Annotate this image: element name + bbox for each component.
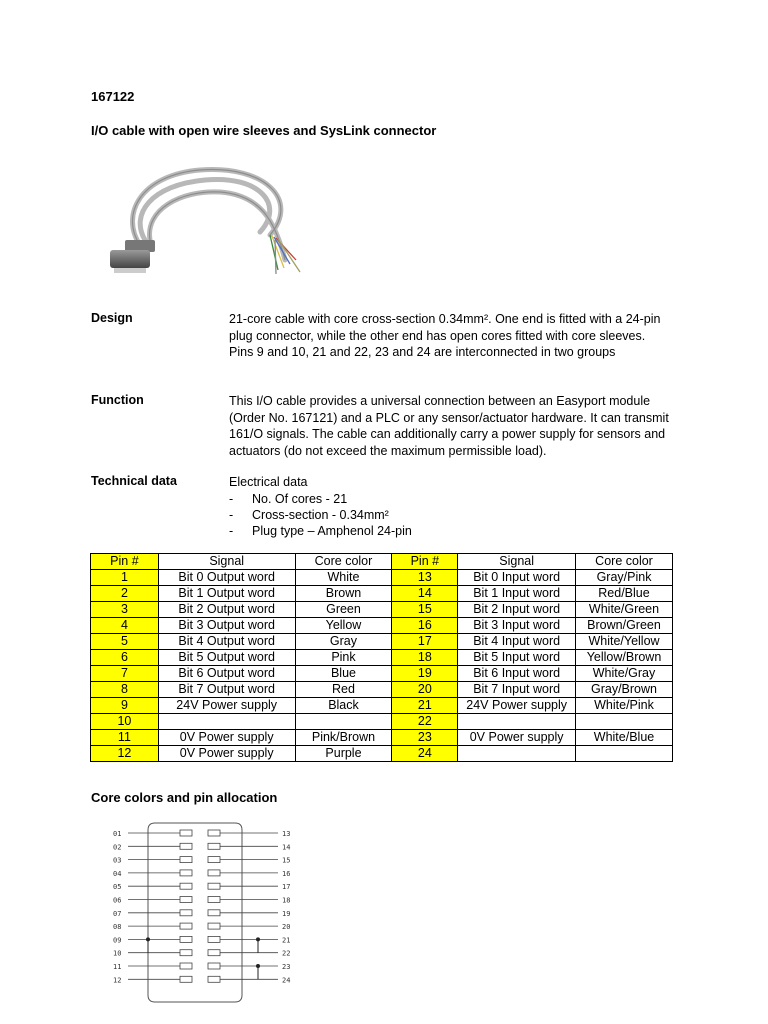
left-pin-label: 03 [113,856,122,865]
core-color-cell: White/Gray [576,666,673,682]
core-color-cell [295,714,392,730]
pin-cell: 4 [91,618,159,634]
left-pin-label: 10 [113,949,122,958]
table-row [91,698,673,714]
column-header: Signal [158,554,295,570]
signal-cell: Bit 3 Output word [158,618,295,634]
left-pin-socket [180,923,192,929]
right-pin-socket [208,963,220,969]
signal-cell: Bit 2 Input word [458,602,576,618]
function-text: This I/O cable provides a universal connection between an Easyport module (Order No. 167121) and a PLC or any sensor/actuator hardware. It can transmit 161/O signals. The cable can additionally carry a power supply for sensors and actuators (do not exceed the maximum permissible load). [229,394,669,458]
pin-cell: 2 [91,586,159,602]
core-color-cell: Purple [295,746,392,762]
right-pin-label: 18 [282,896,291,905]
pin-allocation-diagram [110,815,310,1010]
table-row [91,602,673,618]
right-pin-socket [208,923,220,929]
core-color-cell: Gray/Pink [576,570,673,586]
core-color-cell: White/Green [576,602,673,618]
signal-cell: Bit 6 Output word [158,666,295,682]
table-row [91,650,673,666]
pin-cell: 10 [91,714,159,730]
table-row [91,682,673,698]
signal-cell: Bit 0 Output word [158,570,295,586]
table-row [91,746,673,762]
right-pin-label: 13 [282,830,291,838]
pin-cell: 19 [392,666,458,682]
technical-list [229,491,669,539]
core-color-cell: Gray [295,634,392,650]
table-row [91,570,673,586]
pin-cell: 6 [91,650,159,666]
left-pin-label: 04 [113,869,122,878]
function-label: Function [91,393,144,407]
signal-cell: Bit 2 Output word [158,602,295,618]
pin-cell: 22 [392,714,458,730]
signal-cell: Bit 1 Input word [458,586,576,602]
right-pin-socket [208,857,220,863]
table-row [91,618,673,634]
document-title: I/O cable with open wire sleeves and SysLink connector [91,123,437,138]
core-color-cell: Red [295,682,392,698]
table-row [91,634,673,650]
signal-cell: Bit 7 Output word [158,682,295,698]
left-pin-socket [180,936,192,942]
design-label: Design [91,311,133,325]
pin-cell: 1 [91,570,159,586]
left-pin-socket [180,857,192,863]
core-color-cell [576,714,673,730]
signal-cell: Bit 6 Input word [458,666,576,682]
right-pin-socket [208,910,220,916]
signal-cell [458,746,576,762]
left-pin-label: 06 [113,896,122,905]
right-pin-label: 22 [282,949,291,958]
left-pin-label: 02 [113,843,122,852]
technical-label: Technical data [91,474,177,488]
right-pin-socket [208,830,220,836]
pin-cell: 5 [91,634,159,650]
core-color-cell: Pink/Brown [295,730,392,746]
right-pin-socket [208,936,220,942]
left-pin-socket [180,910,192,916]
table-row [91,586,673,602]
core-color-cell: Black [295,698,392,714]
right-pin-socket [208,870,220,876]
pin-cell: 9 [91,698,159,714]
table-row [91,714,673,730]
left-pin-label: 08 [113,923,122,932]
pin-cell: 7 [91,666,159,682]
pin-cell: 12 [91,746,159,762]
right-pin-socket [208,950,220,956]
core-color-cell: Yellow/Brown [576,650,673,666]
core-color-cell: Green [295,602,392,618]
pin-cell: 14 [392,586,458,602]
signal-cell: 24V Power supply [458,698,576,714]
signal-cell: 0V Power supply [458,730,576,746]
right-pin-label: 14 [282,843,291,852]
right-pin-socket [208,976,220,982]
left-pin-label: 12 [113,976,122,985]
technical-item: - No. Of cores - 21 [229,491,669,507]
core-color-cell: White/Blue [576,730,673,746]
table-row [91,666,673,682]
core-color-cell: White [295,570,392,586]
technical-item: - Cross-section - 0.34mm² [229,507,669,523]
pin-cell: 17 [392,634,458,650]
left-pin-label: 05 [113,883,122,892]
pin-table-body [91,570,673,762]
left-pin-socket [180,963,192,969]
core-color-cell: Pink [295,650,392,666]
column-header: Core color [576,554,673,570]
bridge-dot [256,964,260,968]
left-pin-socket [180,830,192,836]
signal-cell: Bit 4 Output word [158,634,295,650]
pin-cell: 15 [392,602,458,618]
signal-cell: 0V Power supply [158,746,295,762]
left-pin-label: 09 [113,936,122,945]
core-color-cell: Brown [295,586,392,602]
design-text: 21-core cable with core cross-section 0.34mm². One end is fitted with a 24-pin plug connector, while the other end has open cores fitted with core sleeves. Pins 9 and 10, 21 and 22, 23 and 24 are interconnected in two groups [229,312,661,359]
right-pin-socket [208,883,220,889]
technical-item: - Plug type – Amphenol 24-pin [229,523,669,539]
technical-block [229,474,669,539]
core-color-cell: Brown/Green [576,618,673,634]
core-color-cell: White/Pink [576,698,673,714]
right-pin-socket [208,843,220,849]
right-pin-label: 24 [282,976,291,985]
column-header: Signal [458,554,576,570]
signal-cell [158,714,295,730]
left-pin-label: 11 [113,963,122,971]
pin-cell: 3 [91,602,159,618]
pin-cell: 20 [392,682,458,698]
right-pin-socket [208,897,220,903]
pin-cell: 11 [91,730,159,746]
left-pin-socket [180,870,192,876]
column-header: Pin # [91,554,159,570]
cable-photo [100,160,305,290]
right-pin-label: 20 [282,923,291,932]
pin-cell: 13 [392,570,458,586]
right-pin-label: 23 [282,963,291,971]
right-pin-label: 21 [282,936,291,945]
right-pin-label: 17 [282,883,291,892]
core-color-cell: Yellow [295,618,392,634]
bridge-dot [256,937,260,941]
pin-table [90,553,673,762]
left-pin-label: 07 [113,909,122,918]
left-pin-socket [180,883,192,889]
right-pin-label: 16 [282,869,291,878]
right-pin-label: 15 [282,856,291,865]
right-pin-label: 19 [282,909,291,918]
core-color-cell: White/Yellow [576,634,673,650]
signal-cell: Bit 4 Input word [458,634,576,650]
signal-cell: Bit 3 Input word [458,618,576,634]
signal-cell: Bit 0 Input word [458,570,576,586]
core-color-cell [576,746,673,762]
order-number: 167122 [91,89,135,104]
signal-cell: Bit 7 Input word [458,682,576,698]
signal-cell: Bit 1 Output word [158,586,295,602]
signal-cell: Bit 5 Input word [458,650,576,666]
bridge-dot [146,937,150,941]
pin-cell: 24 [392,746,458,762]
left-pin-socket [180,897,192,903]
core-colors-title: Core colors and pin allocation [91,790,278,805]
left-pin-label: 01 [113,830,122,838]
signal-cell: Bit 5 Output word [158,650,295,666]
pin-cell: 21 [392,698,458,714]
signal-cell: 0V Power supply [158,730,295,746]
pin-cell: 8 [91,682,159,698]
core-color-cell: Blue [295,666,392,682]
left-pin-socket [180,843,192,849]
column-header: Pin # [392,554,458,570]
column-header: Core color [295,554,392,570]
electrical-data-heading: Electrical data [229,475,308,489]
table-header-row [91,554,673,570]
left-pin-socket [180,950,192,956]
core-color-cell: Gray/Brown [576,682,673,698]
pin-cell: 16 [392,618,458,634]
signal-cell: 24V Power supply [158,698,295,714]
table-row [91,730,673,746]
core-color-cell: Red/Blue [576,586,673,602]
pin-cell: 23 [392,730,458,746]
left-pin-socket [180,976,192,982]
signal-cell [458,714,576,730]
pin-cell: 18 [392,650,458,666]
